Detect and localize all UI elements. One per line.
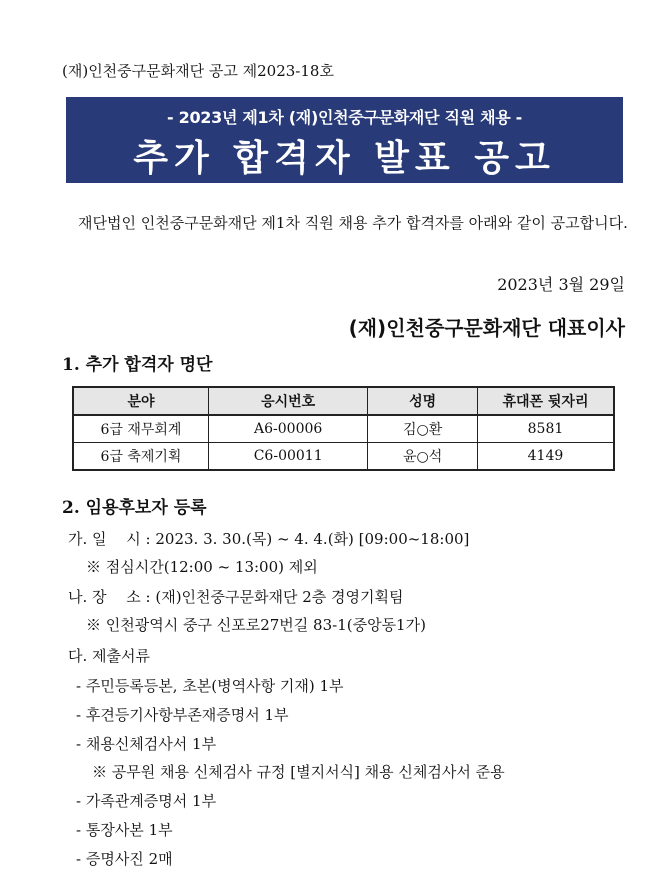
table-cell: 김○환 — [368, 415, 478, 443]
table-cell: 6급 축제기획 — [73, 443, 208, 471]
notice-number: (재)인천중구문화재단 공고 제2023-18호 — [62, 62, 334, 80]
notice-date: 2023년 3월 29일 — [497, 275, 625, 294]
document-item: - 가족관계증명서 1부 — [76, 792, 217, 810]
table-cell: 4149 — [477, 443, 614, 471]
table-cell: A6-00006 — [208, 415, 367, 443]
address-note: ※ 인천광역시 중구 신포로27번길 83-1(중앙동1가) — [86, 616, 426, 634]
column-header: 분야 — [73, 387, 208, 415]
banner-subtitle: - 2023년 제1차 (재)인천중구문화재단 직원 채용 - — [167, 108, 522, 127]
document-item: - 증명사진 2매 — [76, 850, 173, 868]
location-line: 나. 장 소 : (재)인천중구문화재단 2층 경영기획팀 — [68, 588, 404, 606]
table-row — [73, 415, 614, 443]
schedule-line: 가. 일 시 : 2023. 3. 30.(목) ~ 4. 4.(화) [09:00~18:00] — [68, 530, 470, 548]
column-header: 성명 — [368, 387, 478, 415]
document-item: - 통장사본 1부 — [76, 821, 173, 839]
intro-paragraph — [62, 208, 628, 238]
column-header: 응시번호 — [208, 387, 367, 415]
table-cell: 8581 — [477, 415, 614, 443]
document-item: - 후견등기사항부존재증명서 1부 — [76, 706, 289, 724]
lunch-note: ※ 점심시간(12:00 ~ 13:00) 제외 — [86, 558, 318, 576]
table-row — [73, 443, 614, 471]
table-cell: 윤○석 — [368, 443, 478, 471]
signer: (재)인천중구문화재단 대표이사 — [348, 316, 625, 340]
column-header: 휴대폰 뒷자리 — [477, 387, 614, 415]
successful-candidates-table — [72, 386, 615, 471]
documents-heading: 다. 제출서류 — [68, 647, 150, 665]
section2-heading: 2. 임용후보자 등록 — [62, 498, 207, 518]
document-item: - 채용신체검사서 1부 — [76, 735, 217, 753]
intro-text: 재단법인 인천중구문화재단 제1차 직원 채용 추가 합격자를 아래와 같이 공고합니다. — [78, 214, 628, 232]
section1-heading: 1. 추가 합격자 명단 — [62, 355, 213, 375]
table-header-row — [73, 387, 614, 415]
health-check-note: ※ 공무원 채용 신체검사 규정 [별지서식] 채용 신체검사서 준용 — [92, 763, 505, 781]
table-cell: 6급 재무회계 — [73, 415, 208, 443]
document-item: - 주민등록등본, 초본(병역사항 기재) 1부 — [76, 677, 344, 695]
title-banner — [66, 97, 623, 183]
banner-title: 추가 합격자 발표 공고 — [133, 138, 556, 179]
table-cell: C6-00011 — [208, 443, 367, 471]
